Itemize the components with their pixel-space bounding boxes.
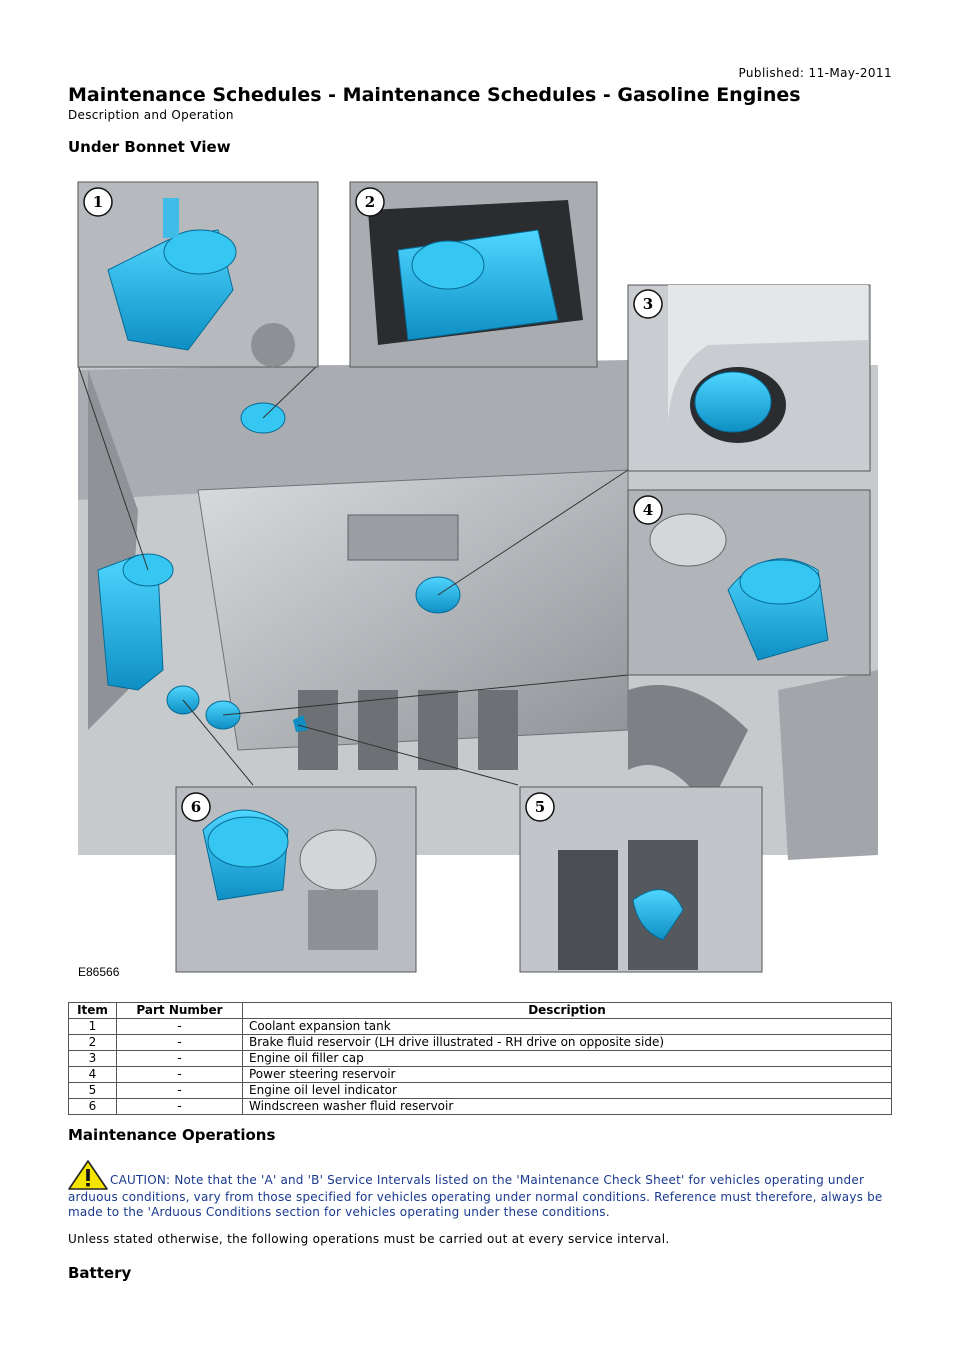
cell-description: Engine oil filler cap — [243, 1051, 892, 1067]
table-row — [69, 1099, 892, 1115]
table-row — [69, 1051, 892, 1067]
warning-triangle-icon — [68, 1160, 108, 1190]
cell-description: Engine oil level indicator — [243, 1083, 892, 1099]
table-row — [69, 1019, 892, 1035]
column-header-description: Description — [243, 1003, 892, 1019]
under-bonnet-illustration — [68, 170, 888, 990]
page-title: Maintenance Schedules - Maintenance Schedules - Gasoline Engines — [68, 84, 801, 106]
inset-6 — [176, 787, 416, 972]
table-row — [69, 1083, 892, 1099]
cell-description: Windscreen washer fluid reservoir — [243, 1099, 892, 1115]
table-row — [69, 1035, 892, 1051]
column-header-item: Item — [69, 1003, 117, 1019]
table-row — [69, 1067, 892, 1083]
column-header-part-number: Part Number — [117, 1003, 243, 1019]
cell-part-number: - — [117, 1051, 243, 1067]
service-interval-note: Unless stated otherwise, the following operations must be carried out at every service interval. — [68, 1232, 670, 1246]
callout-4: 4 — [642, 501, 654, 519]
cell-item: 5 — [69, 1083, 117, 1099]
section-heading-maintenance-operations: Maintenance Operations — [68, 1126, 276, 1144]
cell-description: Brake fluid reservoir (LH drive illustrated - RH drive on opposite side) — [243, 1035, 892, 1051]
inset-5 — [520, 787, 762, 972]
cell-item: 3 — [69, 1051, 117, 1067]
caution-note — [68, 1160, 890, 1220]
table-header-row — [69, 1003, 892, 1019]
cell-item: 1 — [69, 1019, 117, 1035]
cell-part-number: - — [117, 1067, 243, 1083]
inset-1 — [78, 182, 318, 367]
cell-item: 2 — [69, 1035, 117, 1051]
page-subtitle: Description and Operation — [68, 108, 234, 122]
caution-text: CAUTION: Note that the 'A' and 'B' Service Intervals listed on the 'Maintenance Check Sheet' for vehicles operating under arduous conditions, vary from those specified for vehicles operating under normal conditions. Reference must therefore, always be made to the 'Arduous Conditions section for vehicles operating under these conditions. — [68, 1173, 883, 1219]
cell-description: Coolant expansion tank — [243, 1019, 892, 1035]
inset-2 — [350, 182, 597, 367]
callout-2: 2 — [364, 193, 376, 211]
cell-part-number: - — [117, 1035, 243, 1051]
callout-1: 1 — [92, 193, 104, 211]
parts-table — [68, 1002, 892, 1115]
cell-part-number: - — [117, 1083, 243, 1099]
published-date: Published: 11-May-2011 — [738, 66, 892, 80]
section-heading-under-bonnet: Under Bonnet View — [68, 138, 231, 156]
cell-item: 6 — [69, 1099, 117, 1115]
section-heading-battery: Battery — [68, 1264, 132, 1282]
callout-3: 3 — [642, 295, 654, 313]
cell-part-number: - — [117, 1019, 243, 1035]
cell-item: 4 — [69, 1067, 117, 1083]
inset-4 — [628, 490, 870, 675]
cell-description: Power steering reservoir — [243, 1067, 892, 1083]
figure-code: E86566 — [78, 965, 120, 979]
callout-6: 6 — [190, 798, 202, 816]
cell-part-number: - — [117, 1099, 243, 1115]
inset-3 — [628, 285, 870, 471]
callout-5: 5 — [534, 798, 546, 816]
